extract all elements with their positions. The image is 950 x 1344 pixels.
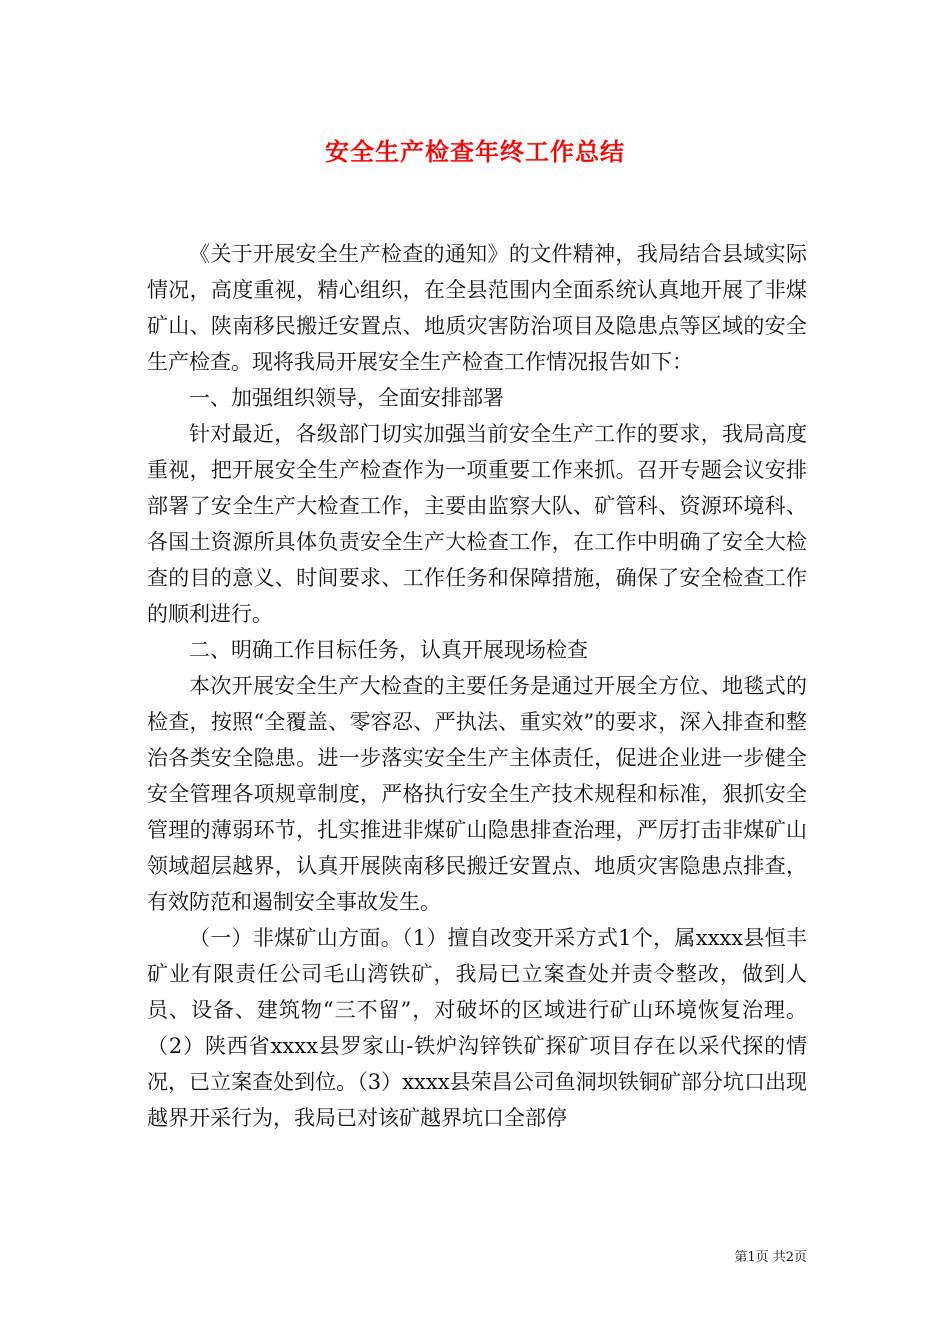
paragraph-section-2: 本次开展安全生产大检查的主要任务是通过开展全方位、地毯式的检查，按照“全覆盖、零容忍、严执法、重实效”的要求，深入排查和整治各类安全隐患。进一步落实安全生产主体责任，促进企业进一步健全安全管理各项规章制度，严格执行安全生产技术规程和标准，狠抓安全管理的薄弱环节，扎实推进非煤矿山隐患排查治理，严厉打击非煤矿山领域超层越界，认真开展陕南移民搬迁安置点、地质灾害隐患点排查，有效防范和遏制安全事故发生。: [147, 674, 807, 914]
paragraph-section-1: 针对最近，各级部门切实加强当前安全生产工作的要求，我局高度重视，把开展安全生产检查作为一项重要工作来抓。召开专题会议安排部署了安全生产大检查工作，主要由监察大队、矿管科、资源环境科、各国土资源所具体负责安全生产大检查工作，在工作中明确了安全大检查的目的意义、时间要求、工作任务和保障措施，确保了安全检查工作的顺利进行。: [147, 422, 807, 626]
page-number-footer: 第1页 共2页: [734, 1250, 807, 1265]
document-body: [147, 236, 807, 1136]
section-heading-1: 一、加强组织领导，全面安排部署: [189, 386, 504, 410]
paragraph-non-coal-mines: （一）非煤矿山方面。（1）擅自改变开采方式1个，属xxxx县恒丰矿业有限责任公司毛山湾铁矿，我局已立案查处并责令整改，做到人员、设备、建筑物“三不留”，对破坏的区域进行矿山环境恢复治理。（2）陕西省xxxx县罗家山-铁炉沟锌铁矿探矿项目存在以采代探的情况，已立案查处到位。（3）xxxx县荣昌公司鱼洞坝铁铜矿部分坑口出现越界开采行为，我局已对该矿越界坑口全部停: [147, 926, 807, 1130]
section-heading-2: 二、明确工作目标任务，认真开展现场检查: [189, 638, 588, 662]
paragraph-intro: 《关于开展安全生产检查的通知》的文件精神，我局结合县域实际情况，高度重视，精心组织，在全县范围内全面系统认真地开展了非煤矿山、陕南移民搬迁安置点、地质灾害防治项目及隐患点等区域的安全生产检查。现将我局开展安全生产检查工作情况报告如下：: [147, 242, 807, 374]
document-title: 安全生产检查年终工作总结: [325, 137, 625, 166]
